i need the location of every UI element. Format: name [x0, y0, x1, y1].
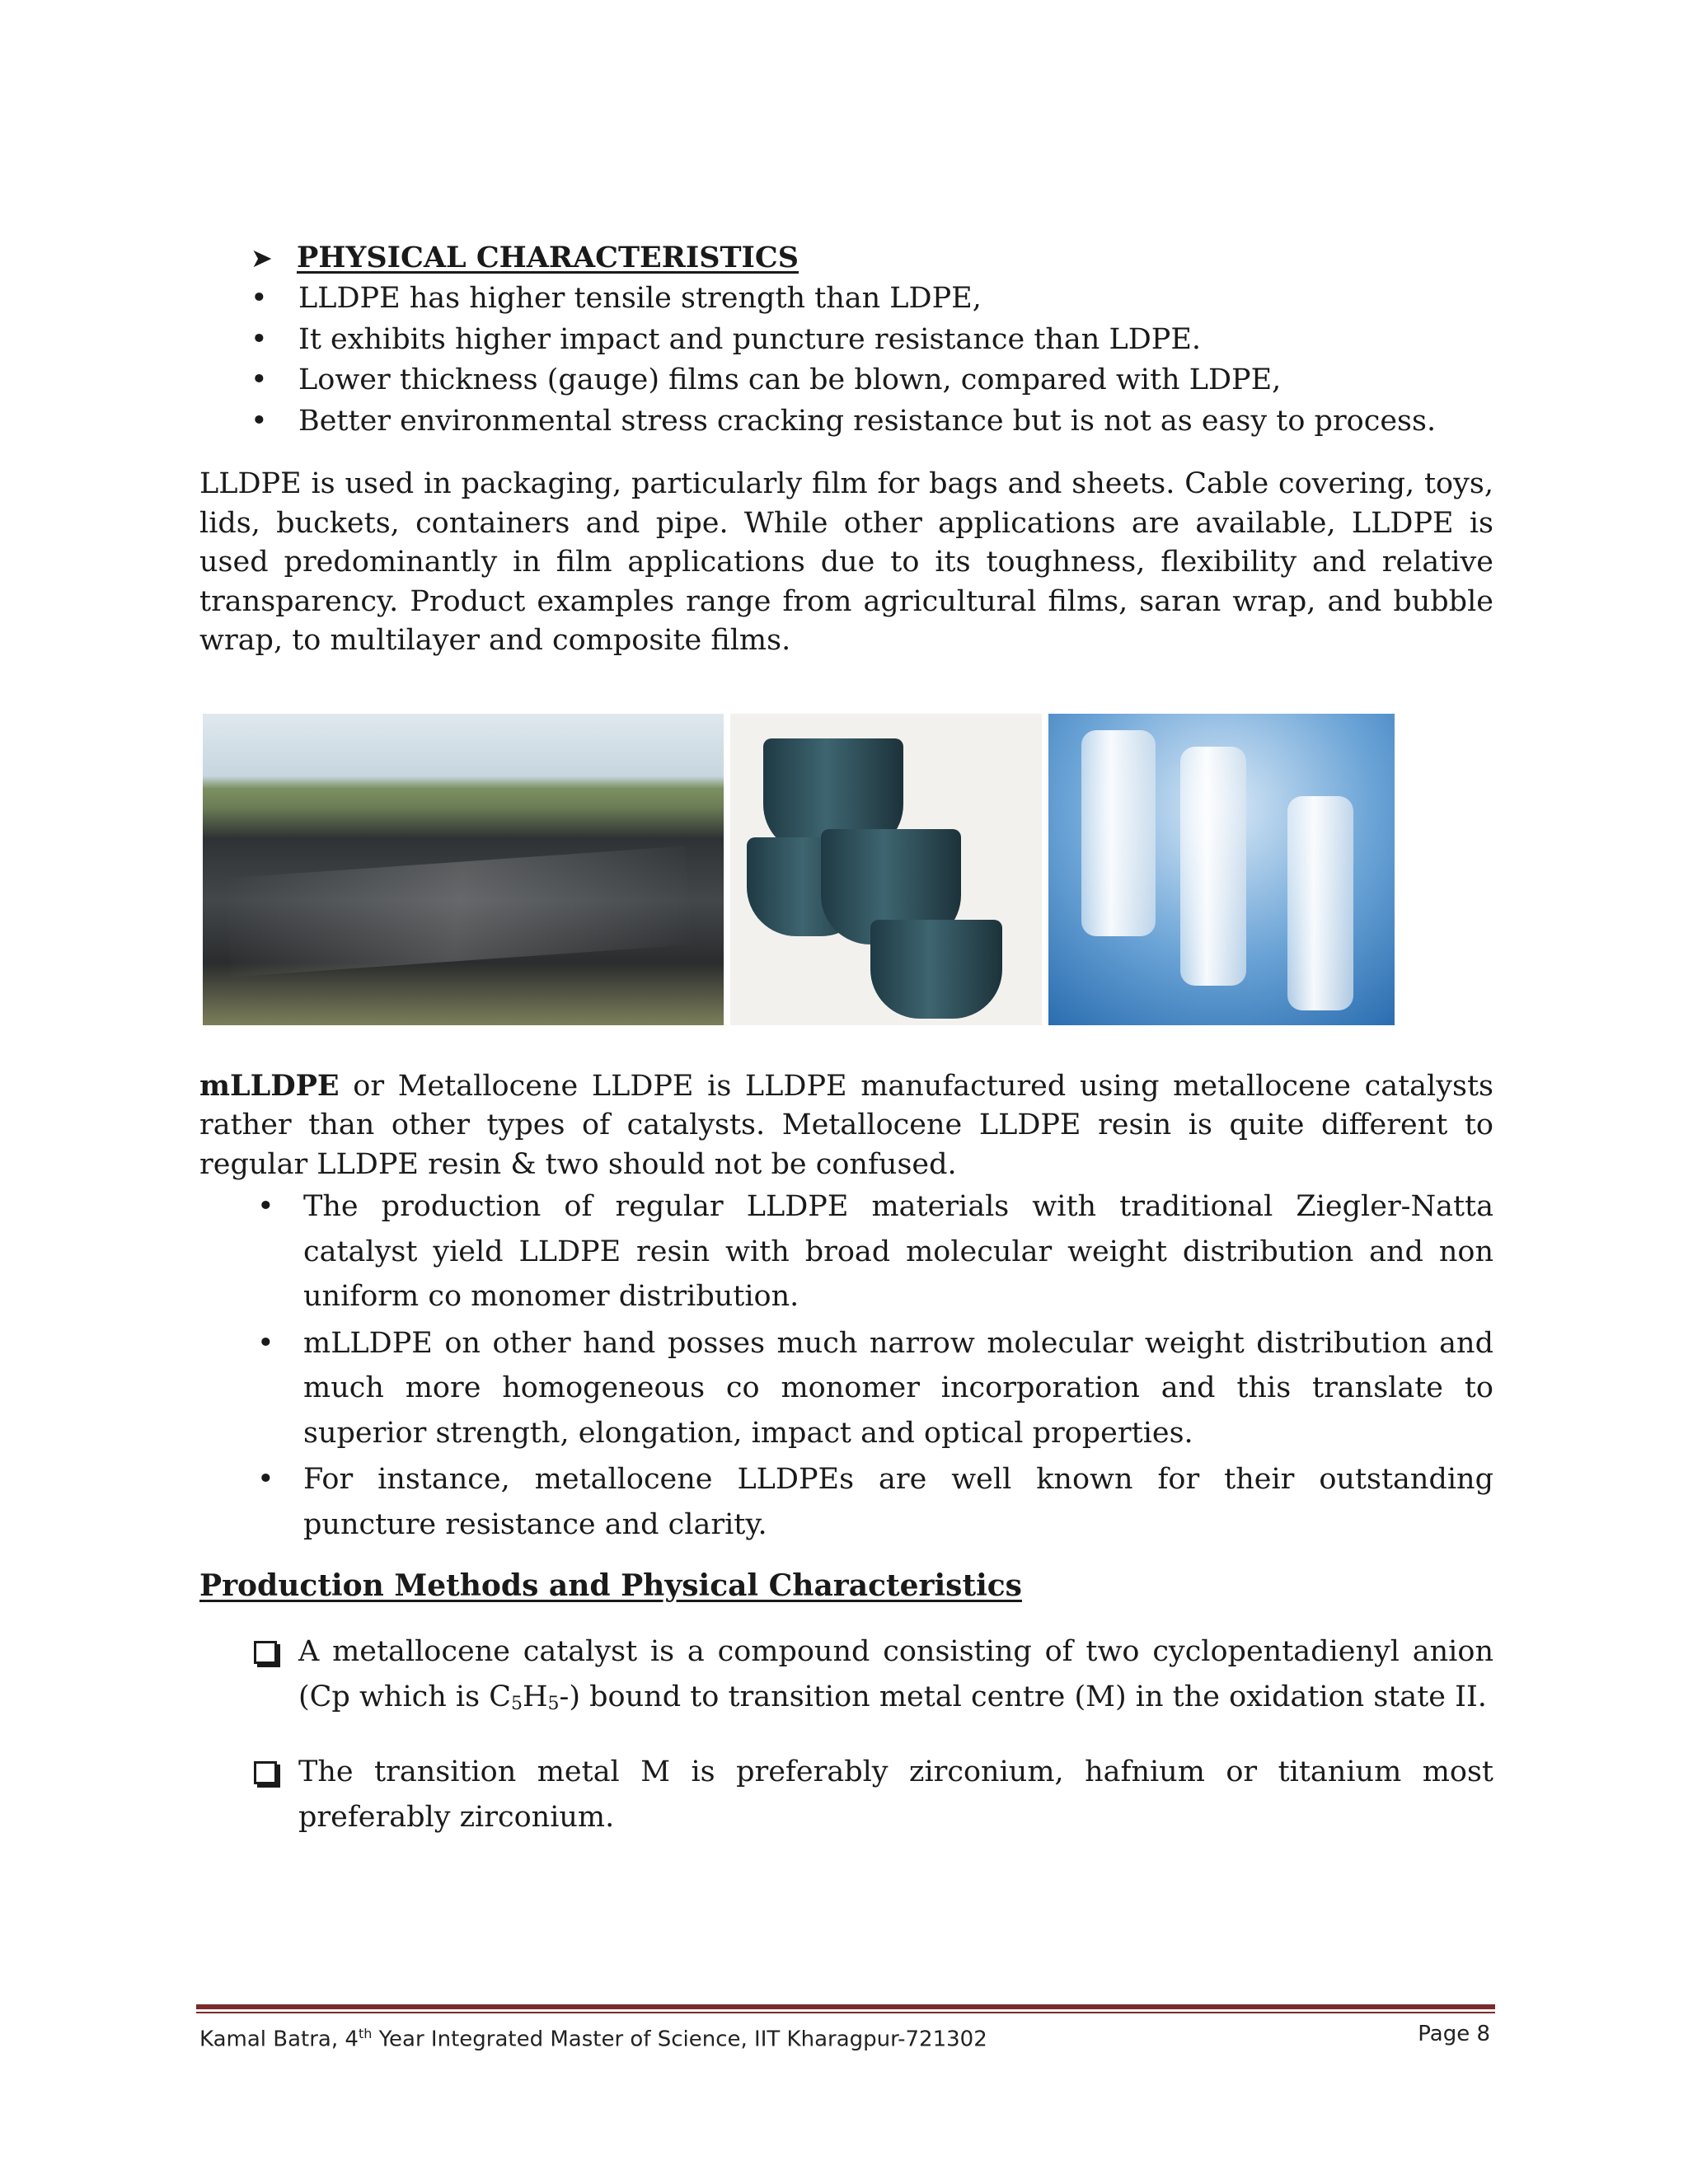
bullet-dot-icon: •	[257, 1190, 274, 1223]
mlldpe-bullet-list	[199, 1184, 1493, 1547]
footer-rule-thick	[196, 2004, 1495, 2009]
figure-row	[199, 714, 1493, 1027]
bullet-dot-icon: •	[251, 363, 268, 396]
heading-text: PHYSICAL CHARACTERISTICS	[297, 241, 799, 274]
page-footer	[199, 2018, 1490, 2056]
bullet-dot-icon: •	[251, 322, 268, 356]
checkbox-bullet-icon	[254, 1641, 277, 1664]
checkbox-item: A metallocene catalyst is a compound consisting of two cyclopentadienyl anion (Cp which is $C_5H_5-$) bound to transition metal centre (M) in the oxidation state II.	[199, 1629, 1493, 1727]
arrow-bullet-icon: ➤	[251, 242, 273, 274]
bullet-dot-icon: •	[257, 1463, 274, 1496]
list-item: • LLDPE has higher tensile strength than LDPE,	[199, 279, 1493, 320]
bullet-dot-icon: •	[257, 1326, 274, 1360]
list-item: • The production of regular LLDPE materials with traditional Ziegler-Natta catalyst yield LLDPE resin with broad molecular weight distribution and non uniform co monomer distribution.	[199, 1184, 1493, 1319]
list-item: • Better environmental stress cracking resistance but is not as easy to process.	[199, 401, 1493, 443]
section-heading-physical	[251, 237, 1493, 279]
physical-bullet-list	[199, 279, 1493, 442]
stretch-film-photo	[1048, 714, 1395, 1025]
list-item: • Lower thickness (gauge) films can be blown, compared with LDPE,	[199, 360, 1493, 401]
list-item: • For instance, metallocene LLDPEs are well known for their outstanding puncture resistance and clarity.	[199, 1457, 1493, 1547]
geomembrane-photo	[203, 714, 724, 1025]
page-content	[199, 237, 1493, 1840]
bullet-dot-icon: •	[251, 404, 268, 438]
bullet-dot-icon: •	[251, 282, 268, 315]
footer-author: Kamal Batra, 4th Year Integrated Master of Science, IIT Kharagpur-721302	[199, 2026, 987, 2052]
mlldpe-term: mLLDPE	[199, 1068, 340, 1103]
paragraph-mlldpe: mLLDPE or Metallocene LLDPE is LLDPE manufactured using metallocene catalysts rather than other types of catalysts. Metallocene LLDPE resin is quite different to regular LLDPE resin & two should not be confused.	[199, 1068, 1493, 1181]
section-heading-production: Production Methods and Physical Characteristics	[199, 1568, 1022, 1603]
buckets-photo	[730, 714, 1042, 1025]
list-item: • mLLDPE on other hand posses much narrow molecular weight distribution and much more homogeneous co monomer incorporation and this translate to superior strength, elongation, impact and optical properties.	[199, 1321, 1493, 1456]
checkbox-bullet-icon	[254, 1761, 277, 1784]
footer-rule-thin	[196, 2012, 1495, 2013]
list-item: • It exhibits higher impact and puncture resistance than LDPE.	[199, 320, 1493, 361]
paragraph-uses: LLDPE is used in packaging, particularly film for bags and sheets. Cable covering, toys, lids, buckets, containers and pipe. While other applications are available, LLDPE is used predominantly in film applications due to its toughness, flexibility and relative transparency. Product examples range from agricultural films, saran wrap, and bubble wrap, to multilayer and composite films.	[199, 467, 1493, 657]
page-number: Page 8	[1418, 2022, 1490, 2046]
checkbox-item: The transition metal M is preferably zirconium, hafnium or titanium most preferably zirconium.	[199, 1750, 1493, 1840]
